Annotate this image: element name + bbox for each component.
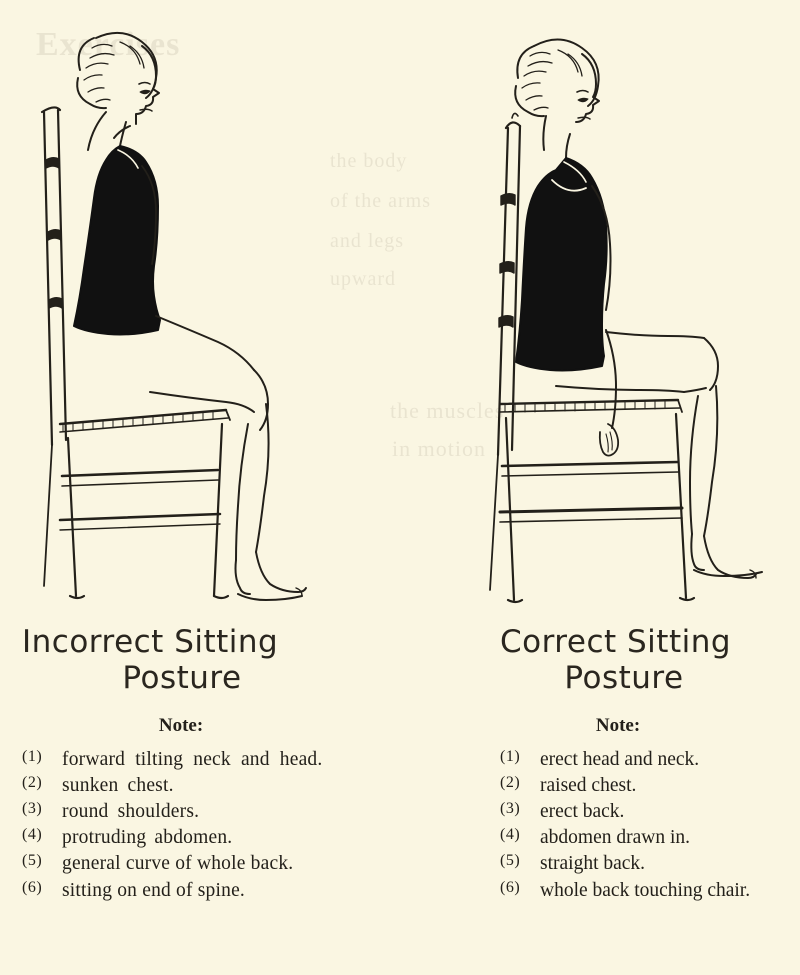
caption-title-line-1: Incorrect Sitting	[22, 624, 279, 660]
list-item-number: (4)	[22, 826, 43, 844]
incorrect-posture-column	[0, 625, 400, 904]
bleed-through-line: the muscles	[390, 398, 505, 423]
list-item	[22, 747, 400, 772]
correct-note-label: Note:	[595, 714, 641, 736]
correct-notes-list	[500, 747, 800, 903]
caption-title-line-2: Posture	[564, 659, 684, 696]
list-item	[22, 878, 400, 903]
list-item-text: sitting on end of spine.	[62, 879, 245, 901]
list-item	[500, 773, 800, 798]
list-item-text: sunken chest.	[62, 775, 174, 797]
correct-posture-column	[400, 625, 800, 904]
bleed-through-line: and legs	[330, 230, 405, 252]
list-item-text: erect back.	[540, 801, 625, 823]
list-item-number: (1)	[22, 747, 43, 765]
list-item-text: forward tilting neck and head.	[62, 748, 323, 770]
bleed-through-line: of the arms	[330, 190, 431, 212]
incorrect-notes-list	[22, 747, 400, 903]
list-item-number: (5)	[500, 852, 521, 870]
list-item	[22, 773, 400, 798]
bleed-through-line: upward	[330, 268, 396, 290]
incorrect-caption-title	[22, 625, 400, 697]
list-item-text: protruding abdomen.	[62, 827, 233, 849]
incorrect-note-label: Note:	[158, 714, 204, 736]
list-item-number: (2)	[22, 774, 43, 792]
list-item-text: general curve of whole back.	[62, 853, 294, 875]
captions-row	[0, 625, 800, 904]
list-item	[22, 825, 400, 850]
list-item-number: (6)	[500, 878, 521, 896]
list-item	[500, 799, 800, 824]
list-item-text: raised chest.	[540, 775, 637, 797]
caption-title-line-1: Correct Sitting	[500, 624, 732, 660]
list-item-number: (5)	[22, 852, 43, 870]
list-item	[500, 747, 800, 772]
list-item-text: round shoulders.	[62, 801, 200, 823]
list-item	[22, 851, 400, 876]
bleed-through-line: the body	[330, 150, 408, 172]
list-item	[500, 825, 800, 850]
list-item-number: (3)	[22, 800, 43, 818]
list-item-text: erect head and neck.	[540, 748, 700, 770]
list-item-text: abdomen drawn in.	[540, 827, 691, 849]
list-item-number: (6)	[22, 878, 43, 896]
list-item-text: straight back.	[540, 853, 646, 875]
bleed-through-title: Exercises	[36, 26, 181, 63]
correct-sitting-figure	[490, 39, 762, 602]
list-item-number: (1)	[500, 747, 521, 765]
list-item-number: (4)	[500, 826, 521, 844]
list-item-text: whole back touching chair.	[540, 879, 751, 901]
correct-caption-title	[500, 625, 800, 697]
incorrect-sitting-figure	[42, 33, 306, 600]
list-item	[500, 851, 800, 876]
list-item	[500, 878, 800, 903]
list-item	[22, 799, 400, 824]
bleed-through-line: in motion	[392, 436, 486, 461]
caption-title-line-2: Posture	[122, 659, 242, 696]
list-item-number: (3)	[500, 800, 521, 818]
list-item-number: (2)	[500, 774, 521, 792]
